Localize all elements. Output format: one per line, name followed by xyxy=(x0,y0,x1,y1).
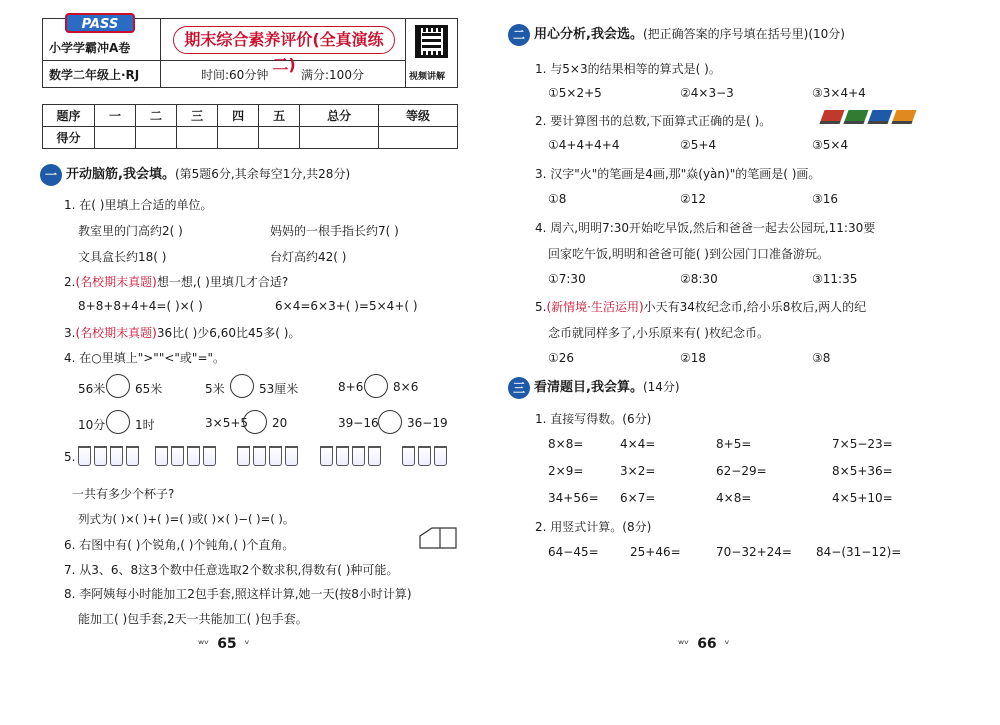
section-number: 一 xyxy=(40,164,62,186)
q1-item-c[interactable]: 文具盒长约18( ) xyxy=(78,250,167,264)
score-header-cell: 五 xyxy=(259,105,300,127)
q4-r1-left-3: 8+6 xyxy=(338,380,364,394)
section-number: 二 xyxy=(508,24,530,46)
page-number: 65 xyxy=(217,636,237,652)
cup-icon xyxy=(110,446,123,466)
q3-tag: (名校期末真题) xyxy=(75,326,157,340)
vertical-calc-item[interactable]: 25+46= xyxy=(630,545,681,559)
score-header-cell: 三 xyxy=(177,105,218,127)
compare-circle[interactable] xyxy=(230,374,254,398)
mc-q4-opt2[interactable]: ②8:30 xyxy=(680,272,718,286)
cup-icon xyxy=(269,446,282,466)
calc-item[interactable]: 6×7= xyxy=(620,491,656,505)
compare-circle[interactable] xyxy=(106,410,130,434)
q6-text[interactable]: 6. 右图中有( )个锐角,( )个钝角,( )个直角。 xyxy=(64,538,295,552)
cup-icon xyxy=(253,446,266,466)
meta-cell xyxy=(161,61,405,87)
q3-line[interactable] xyxy=(64,324,300,341)
section-title: 开动脑筋,我会填。 xyxy=(66,167,175,182)
cup-icon xyxy=(126,446,139,466)
mc-q2-opt2[interactable]: ②5+4 xyxy=(680,138,717,152)
vertical-calc-item[interactable]: 64−45= xyxy=(548,545,599,559)
brand-text: 小学学霸冲A卷 xyxy=(49,41,131,55)
calc2-head: 2. 用竖式计算。(8分) xyxy=(535,520,652,534)
book-stacks xyxy=(822,110,918,127)
mc-q2-text[interactable]: 2. 要计算图书的总数,下面算式正确的是( )。 xyxy=(535,114,772,128)
mc-q3-opt2[interactable]: ②12 xyxy=(680,192,707,206)
q4-r1-right-1: 65米 xyxy=(135,382,163,396)
q3-number: 3. xyxy=(64,326,76,340)
mc-q4-opt3[interactable]: ③11:35 xyxy=(812,272,858,286)
compare-circle[interactable] xyxy=(364,374,388,398)
q4-r2-right-3: 36−19 xyxy=(407,416,448,430)
calc-item[interactable]: 3×2= xyxy=(620,464,656,478)
mc-q3-text[interactable]: 3. 汉字"火"的笔画是4画,那"焱(yàn)"的笔画是( )画。 xyxy=(535,167,821,181)
section-note: (第5题6分,其余每空1分,共28分) xyxy=(174,167,351,181)
q2-line xyxy=(64,273,288,290)
q1-item-d[interactable]: 台灯高约42( ) xyxy=(270,250,347,264)
mc-q1-opt2[interactable]: ②4×3−3 xyxy=(680,86,734,100)
title-cell xyxy=(161,19,405,74)
cup-icon xyxy=(434,446,447,466)
q4-head: 4. 在○里填上">""<"或"="。 xyxy=(64,351,226,365)
qr-code-icon[interactable] xyxy=(415,25,448,58)
vertical-calc-item[interactable]: 70−32+24= xyxy=(716,545,792,559)
time-text: 时间:60分钟 xyxy=(201,68,269,82)
book-stack-icon xyxy=(819,110,844,124)
cup-icon xyxy=(352,446,365,466)
subject-text: 数学二年级上·RJ xyxy=(49,68,140,82)
trapezoid-shape xyxy=(420,528,456,548)
cup-icon xyxy=(94,446,107,466)
mc-q4-opt1[interactable]: ①7:30 xyxy=(548,272,586,286)
section-title: 看清题目,我会算。 xyxy=(534,380,643,395)
score-table xyxy=(42,104,458,149)
q4-r1-left-1: 56米 xyxy=(78,382,106,396)
cup-icon xyxy=(187,446,200,466)
section-note: (14分) xyxy=(642,380,680,394)
calc-item[interactable]: 8×8= xyxy=(548,437,584,451)
q1-item-a[interactable]: 教室里的门高约2( ) xyxy=(78,224,183,238)
cup-icon xyxy=(155,446,168,466)
trapezoid-figure xyxy=(418,526,458,550)
ornament-icon: ʷᵛ xyxy=(678,637,690,651)
calc-item[interactable]: 4×5+10= xyxy=(832,491,893,505)
score-row-label: 得分 xyxy=(43,127,95,149)
score-blank-cell[interactable] xyxy=(379,127,458,149)
mc-q2-opt1[interactable]: ①4+4+4+4 xyxy=(548,138,620,152)
calc1-head: 1. 直接写得数。(6分) xyxy=(535,412,652,426)
q2-text: 想一想,( )里填几才合适? xyxy=(156,275,289,289)
cup-icon xyxy=(285,446,298,466)
cup-icon xyxy=(368,446,381,466)
compare-circle[interactable] xyxy=(106,374,130,398)
score-blank-cell[interactable] xyxy=(300,127,379,149)
score-header-cell: 等级 xyxy=(379,105,458,127)
mc-q5-opt1[interactable]: ①26 xyxy=(548,351,575,365)
q4-r2-left-3: 39−16 xyxy=(338,416,379,430)
cup-icon xyxy=(171,446,184,466)
section-title: 用心分析,我会选。 xyxy=(534,27,643,42)
score-header-row xyxy=(43,105,458,127)
score-value-row xyxy=(43,127,458,149)
mc-q5-number: 5. xyxy=(535,300,547,314)
section-note: (把正确答案的序号填在括号里)(10分) xyxy=(642,27,845,41)
book-stack-icon xyxy=(891,110,916,124)
pass-logo: PASS xyxy=(65,13,135,33)
q5-formula[interactable]: 列式为( )×( )+( )=( )或( )×( )−( )=( )。 xyxy=(78,512,295,526)
cup-group xyxy=(155,446,219,469)
video-label: 视频讲解 xyxy=(409,72,446,82)
header-box xyxy=(42,18,458,88)
mc-q5-opt3[interactable]: ③8 xyxy=(812,351,831,365)
brand-cell xyxy=(43,19,161,61)
q4-r2-left-2: 3×5+5 xyxy=(205,416,249,430)
book-stack-icon xyxy=(867,110,892,124)
q2-item-a[interactable]: 8+8+8+4+4=( )×( ) xyxy=(78,299,203,313)
section-number: 三 xyxy=(508,377,530,399)
q2-tag: (名校期末真题) xyxy=(75,275,157,289)
q1-item-b[interactable]: 妈妈的一根手指长约7( ) xyxy=(270,224,399,238)
score-blank-cell[interactable] xyxy=(136,127,177,149)
q1-head: 1. 在( )里填上合适的单位。 xyxy=(64,198,213,212)
ornament-icon: ᵛ xyxy=(724,637,730,651)
page-footer-left xyxy=(190,636,258,652)
cup-icon xyxy=(78,446,91,466)
score-header-cell: 四 xyxy=(218,105,259,127)
mc-q1-opt1[interactable]: ①5×2+5 xyxy=(548,86,602,100)
section-3-heading xyxy=(508,376,680,399)
score-header-cell: 题序 xyxy=(43,105,95,127)
cup-group xyxy=(237,446,301,469)
page-footer-right xyxy=(670,636,738,652)
mc-q1-text[interactable]: 1. 与5×3的结果相等的算式是( )。 xyxy=(535,62,721,76)
score-blank-cell[interactable] xyxy=(177,127,218,149)
calc-item[interactable]: 62−29= xyxy=(716,464,767,478)
compare-circle[interactable] xyxy=(378,410,402,434)
q5-number: 5. xyxy=(64,450,76,464)
cup-group xyxy=(402,446,450,469)
q8-line2[interactable]: 能加工( )包手套,2天一共能加工( )包手套。 xyxy=(78,612,308,626)
mc-q5-line1 xyxy=(535,298,866,315)
cup-icon xyxy=(402,446,415,466)
q4-r2-left-1: 10分 xyxy=(78,418,106,432)
q4-r1-right-2: 53厘米 xyxy=(259,382,299,396)
q4-r2-right-2: 20 xyxy=(272,416,288,430)
calc-item[interactable]: 7×5−23= xyxy=(832,437,893,451)
q4-r1-right-3: 8×6 xyxy=(393,380,419,394)
calc-item[interactable]: 34+56= xyxy=(548,491,599,505)
page-title: 期末综合素养评价(全真演练二) xyxy=(173,26,395,54)
cup-group xyxy=(78,446,142,469)
score-header-cell: 总分 xyxy=(300,105,379,127)
compare-circle[interactable] xyxy=(243,410,267,434)
score-blank-cell[interactable] xyxy=(95,127,136,149)
mc-q5-opt2[interactable]: ②18 xyxy=(680,351,707,365)
full-score-text: 满分:100分 xyxy=(301,68,364,82)
mc-q5-tag: (新情境·生活运用) xyxy=(546,300,644,314)
calc-item[interactable]: 2×9= xyxy=(548,464,584,478)
subject-cell xyxy=(43,61,161,87)
cup-icon xyxy=(203,446,216,466)
qr-cell[interactable] xyxy=(405,19,457,87)
cup-icon xyxy=(237,446,250,466)
book-stack-icon xyxy=(843,110,868,124)
q4-r1-left-2: 5米 xyxy=(205,382,225,396)
score-blank-cell[interactable] xyxy=(218,127,259,149)
mc-q3-opt1[interactable]: ①8 xyxy=(548,192,567,206)
calc-item[interactable]: 8+5= xyxy=(716,437,752,451)
calc-item[interactable]: 8×5+36= xyxy=(832,464,893,478)
calc-item[interactable]: 4×8= xyxy=(716,491,752,505)
ornament-icon: ʷᵛ xyxy=(198,637,210,651)
q2-number: 2. xyxy=(64,275,76,289)
section-1-heading xyxy=(40,163,350,186)
score-header-cell: 二 xyxy=(136,105,177,127)
section-2-heading xyxy=(508,23,845,46)
q4-r2-right-1: 1时 xyxy=(135,418,155,432)
ornament-icon: ᵛ xyxy=(244,637,250,651)
mc-q5-line2[interactable]: 念币就同样多了,小乐原来有( )枚纪念币。 xyxy=(548,326,769,340)
mc-q3-opt3[interactable]: ③16 xyxy=(812,192,839,206)
q2-item-b[interactable]: 6×4=6×3+( )=5×4+( ) xyxy=(275,299,418,313)
q3-text: 36比( )少6,60比45多( )。 xyxy=(156,326,301,340)
cup-icon xyxy=(320,446,333,466)
mc-q2-opt3[interactable]: ③5×4 xyxy=(812,138,849,152)
mc-q4-line2[interactable]: 回家吃午饭,明明和爸爸可能( )到公园门口准备游玩。 xyxy=(548,247,829,261)
mc-q4-line1: 4. 周六,明明7:30开始吃早饭,然后和爸爸一起去公园玩,11:30要 xyxy=(535,221,876,235)
mc-q5-text: 小天有34枚纪念币,给小乐8枚后,两人的纪 xyxy=(643,300,867,314)
vertical-calc-item[interactable]: 84−(31−12)= xyxy=(816,545,902,559)
mc-q1-opt3[interactable]: ③3×4+4 xyxy=(812,86,866,100)
q8-line1: 8. 李阿姨每小时能加工2包手套,照这样计算,她一天(按8小时计算) xyxy=(64,587,412,601)
q7-text[interactable]: 7. 从3、6、8这3个数中任意选取2个数求积,得数有( )种可能。 xyxy=(64,563,399,577)
cup-group xyxy=(320,446,384,469)
q5-ask: 一共有多少个杯子? xyxy=(72,487,175,501)
score-blank-cell[interactable] xyxy=(259,127,300,149)
cup-icon xyxy=(336,446,349,466)
cup-icon xyxy=(418,446,431,466)
page-number: 66 xyxy=(697,636,717,652)
calc-item[interactable]: 4×4= xyxy=(620,437,656,451)
score-header-cell: 一 xyxy=(95,105,136,127)
